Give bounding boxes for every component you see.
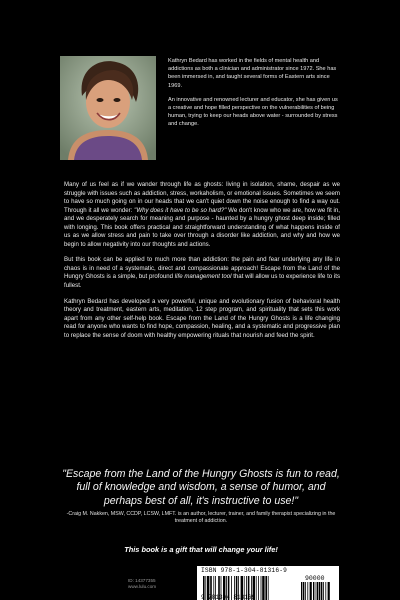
author-bio-paragraph: An innovative and renowned lecturer and educator, she has given us a creative and hope filled perspective on the vulnerabilities of being human, trying to keep our heads above water - surrounded by stress and change.: [168, 96, 338, 128]
tagline: This book is a gift that will change your life!: [124, 545, 278, 554]
barcode-bar: [307, 582, 308, 600]
author-bio: [168, 57, 338, 135]
barcode-bar: [327, 582, 328, 600]
isbn-text: ISBN 978-1-304-81316-9: [201, 567, 288, 574]
author-bio-paragraph: Kathryn Bedard has worked in the fields of mental health and addictions as both a clinician and administrator since 1972. She has been immersed in, and taught several forms of Eastern arts since 1969.: [168, 58, 337, 89]
barcode-bar: [262, 576, 264, 600]
barcode-bar: [301, 582, 302, 600]
description-paragraph: [64, 256, 340, 290]
price-code: 90000: [305, 575, 325, 582]
endorsement-attribution: -Craig M. Nakken, MSW, CCDP, LCSW, LMFT. is an author, lecturer, trainer, and family therapist specializing in the treatment of addiction.: [66, 511, 336, 524]
barcode-bar: [305, 582, 306, 600]
barcode-bar: [323, 582, 324, 600]
barcode-bar: [313, 582, 314, 600]
barcode-bar: [303, 582, 304, 600]
barcode-bar: [317, 582, 319, 600]
italic-text: life management tool: [174, 273, 232, 281]
lulu-id-text: ID: 14377355: [128, 578, 156, 583]
lulu-site-text: www.lulu.com: [128, 584, 157, 589]
text-span: that will allow us to experience life to its fullest.: [64, 273, 341, 290]
text-span: But this book can be applied to much more than addiction: the pain and fear underlying any life in chaos is in need of a systematic, direct and compassionate approach! Escape from the Land of the Hungry Ghosts is a simple, but profound: [64, 256, 340, 281]
barcode-bar: [258, 576, 259, 600]
barcode-bar: [261, 576, 262, 600]
barcode-bar: [319, 582, 320, 600]
text-span: We don't know who we are, how we fit in, and we desperately search for meaning and purpose - haunted by a hungry ghost deep inside; filled with longing. This book offers practical and straightforward understanding of what happens inside of us as we allow stress and pain to take over through a disorder like addiction, and why and how we begin to allow negativity into our thoughts and actions.: [64, 206, 340, 248]
description-paragraph: Kathryn Bedard has developed a very powerful, unique and evolutionary fusion of behavioral health theory and treatment, eastern arts, meditation, 12 step program, and spirituality that sets this work apart from any other self-help book. Escape from the Land of the Hungry Ghosts is a life changing read for anyone who wants to find hope, compassion, healing, and a systematic and progressive plan to replace the sense of doom with healthy empowering rituals that nourish and feed the spirit.: [64, 297, 340, 339]
barcode-bar: [310, 582, 312, 600]
barcode-bar: [256, 576, 257, 600]
barcode-bar: [309, 582, 310, 600]
barcode-bar: [321, 582, 322, 600]
publisher-id: [128, 578, 156, 590]
barcode-bar: [268, 576, 269, 600]
barcode-digits: 9 781304 813169: [201, 594, 256, 600]
barcode-bar: [265, 576, 267, 600]
description-paragraph: [64, 181, 340, 249]
barcode-bar: [328, 582, 330, 600]
author-photo: [60, 56, 156, 160]
book-description: [64, 181, 340, 347]
barcode-bar: [325, 582, 326, 600]
isbn-barcode: [197, 566, 339, 600]
barcode-bar: [315, 582, 316, 600]
italic-text: "Why does it have to be so hard?": [134, 206, 227, 214]
endorsement-quote: "Escape from the Land of the Hungry Ghosts is fun to read, full of knowledge and wisdom, a sense of humor, and perhaps best of all, it's instructive to use!": [62, 468, 340, 507]
text-span: Many of us feel as if we wander through life as ghosts: living in isolation, shame, despair as we struggle with issues such as addiction, stress, workaholism, or emotional issues. Sometimes we seem to have so much going on in our heads that we can't quiet down the noise enough to find a way out. Through it all we wonder:: [64, 181, 340, 214]
barcode-graphic: [197, 566, 339, 600]
